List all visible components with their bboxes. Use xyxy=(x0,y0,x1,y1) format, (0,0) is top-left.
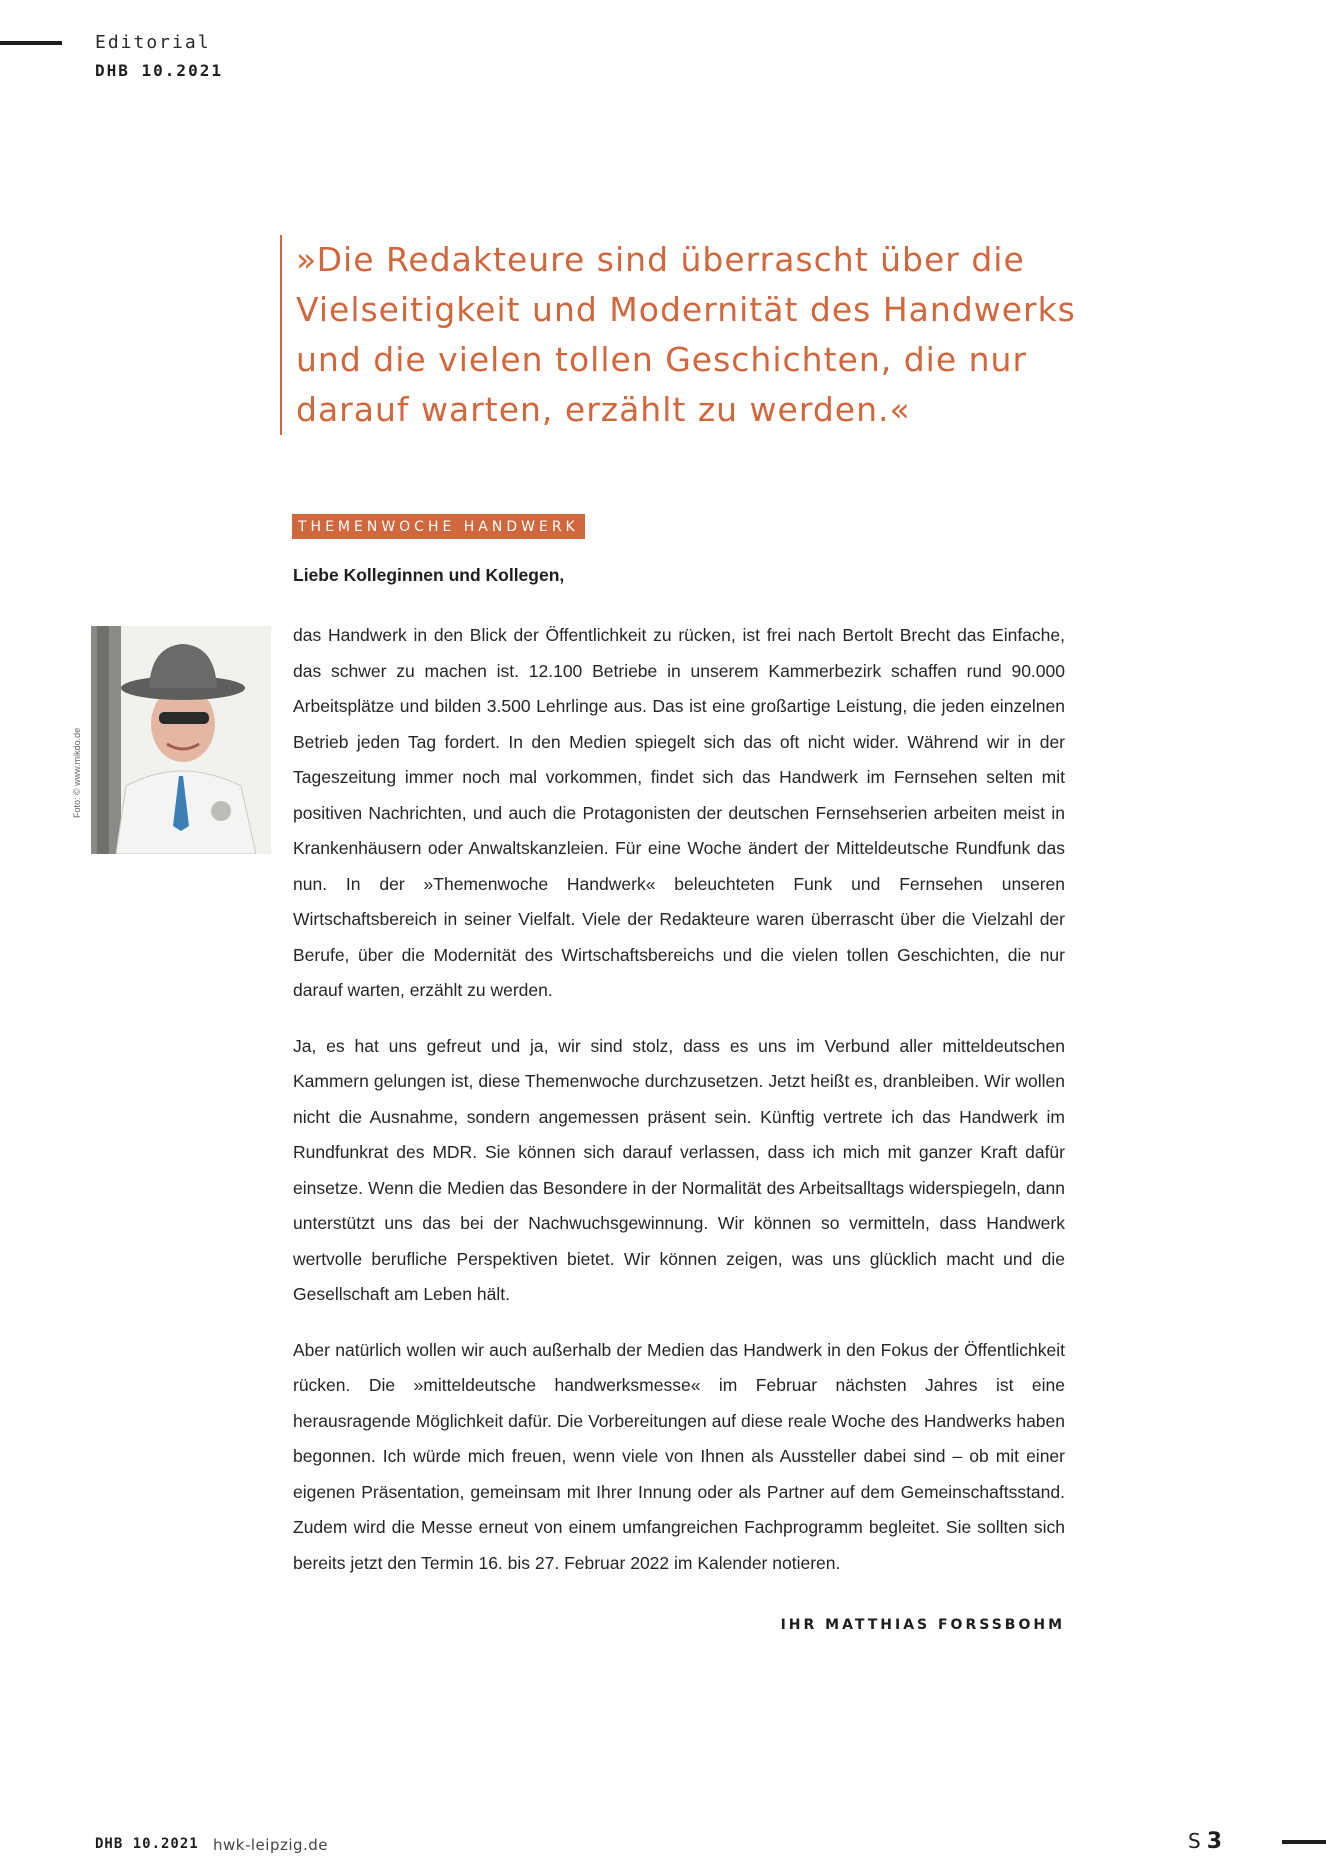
signature: IHR MATTHIAS FORSSBOHM xyxy=(780,1617,1065,1633)
pullquote-line: und die vielen tollen Geschichten, die nur xyxy=(296,340,1028,379)
pullquote-line: Vielseitigkeit und Modernität des Handwerks xyxy=(296,290,1076,329)
issue-label: DHB 10.2021 xyxy=(95,61,223,80)
section-label: Editorial xyxy=(95,32,211,53)
footer-issue: DHB 10.2021 xyxy=(95,1836,199,1852)
footer-url[interactable]: hwk-leipzig.de xyxy=(213,1836,329,1854)
salutation: Liebe Kolleginnen und Kollegen, xyxy=(293,565,565,585)
article-body xyxy=(293,618,1065,1601)
body-paragraph: das Handwerk in den Blick der Öffentlichkeit zu rücken, ist frei nach Bertolt Brecht das Einfache, das schwer zu machen ist. 12.100 Betriebe in unserem Kammerbezirk schaffen rund 90.000 Arbeitsplätze und bilden 3.500 Lehrlinge aus. Das ist eine großartige Leistung, die jeden einzelnen Betrieb jeden Tag fordert. In den Medien spiegelt sich das oft nicht wider. Während wir in der Tageszeitung immer noch mal vorkommen, findet sich das Handwerk im Fernsehen selten mit positiven Nachrichten, und auch die Protagonisten der deutschen Fernsehserien arbeiten meist in Krankenhäusern oder Anwaltskanzleien. Für eine Woche ändert der Mitteldeutsche Rundfunk das nun. In der »Themenwoche Handwerk« beleuchteten Funk und Fernsehen unseren Wirtschaftsbereich in seiner Vielfalt. Viele der Redakteure waren überrascht über die Vielzahl der Berufe, über die Modernität des Wirtschaftsbereichs und die vielen tollen Geschichten, die nur darauf warten, erzählt zu werden. xyxy=(293,625,1065,1000)
footer-rule xyxy=(1282,1840,1326,1844)
pullquote-line: »Die Redakteure sind überrascht über die xyxy=(296,240,1025,279)
pullquote xyxy=(280,235,1196,435)
page-prefix: S xyxy=(1188,1829,1207,1853)
topic-tag: THEMENWOCHE HANDWERK xyxy=(292,514,585,539)
author-portrait-illustration xyxy=(91,626,271,854)
page-number xyxy=(1188,1829,1222,1854)
body-paragraph: Ja, es hat uns gefreut und ja, wir sind stolz, dass es uns im Verbund aller mitteldeutschen Kammern gelungen ist, diese Themenwoche durchzusetzen. Jetzt heißt es, dranbleiben. Wir wollen nicht die Ausnahme, sondern angemessen präsent sein. Künftig vertrete ich das Handwerk im Rundfunkrat des MDR. Sie können sich darauf verlassen, dass ich mich mit ganzer Kraft dafür einsetze. Wenn die Medien das Besondere in der Normalität des Arbeitsalltags widerspiegeln, dann unterstützt uns das bei der Nachwuchsgewinnung. Wir können so vermitteln, dass Handwerk wertvolle berufliche Perspektiven bietet. Wir können zeigen, was uns glücklich macht und die Gesellschaft am Leben hält. xyxy=(293,1035,1065,1304)
pullquote-line: darauf warten, erzählt zu werden.« xyxy=(296,390,911,429)
body-paragraph: Aber natürlich wollen wir auch außerhalb der Medien das Handwerk in den Fokus der Öffentlichkeit rücken. Die »mitteldeutsche handwerksmesse« im Februar nächsten Jahres ist eine herausragende Möglichkeit dafür. Die Vorbereitungen auf diese reale Woche des Handwerks haben begonnen. Ich würde mich freuen, wenn viele von Ihnen als Aussteller dabei sind – ob mit einer eigenen Präsentation, gemeinsam mit Ihrer Innung oder als Partner auf dem Gemeinschaftsstand. Zudem wird die Messe erneut von einem umfangreichen Fachprogramm begleitet. Sie sollten sich bereits jetzt den Termin 16. bis 27. Februar 2022 im Kalender notieren. xyxy=(293,1339,1065,1573)
author-photo xyxy=(91,626,271,854)
header-rule xyxy=(0,41,62,45)
page-number-value: 3 xyxy=(1206,1829,1223,1854)
photo-credit: Foto: © www.mikdo.de xyxy=(72,727,82,818)
